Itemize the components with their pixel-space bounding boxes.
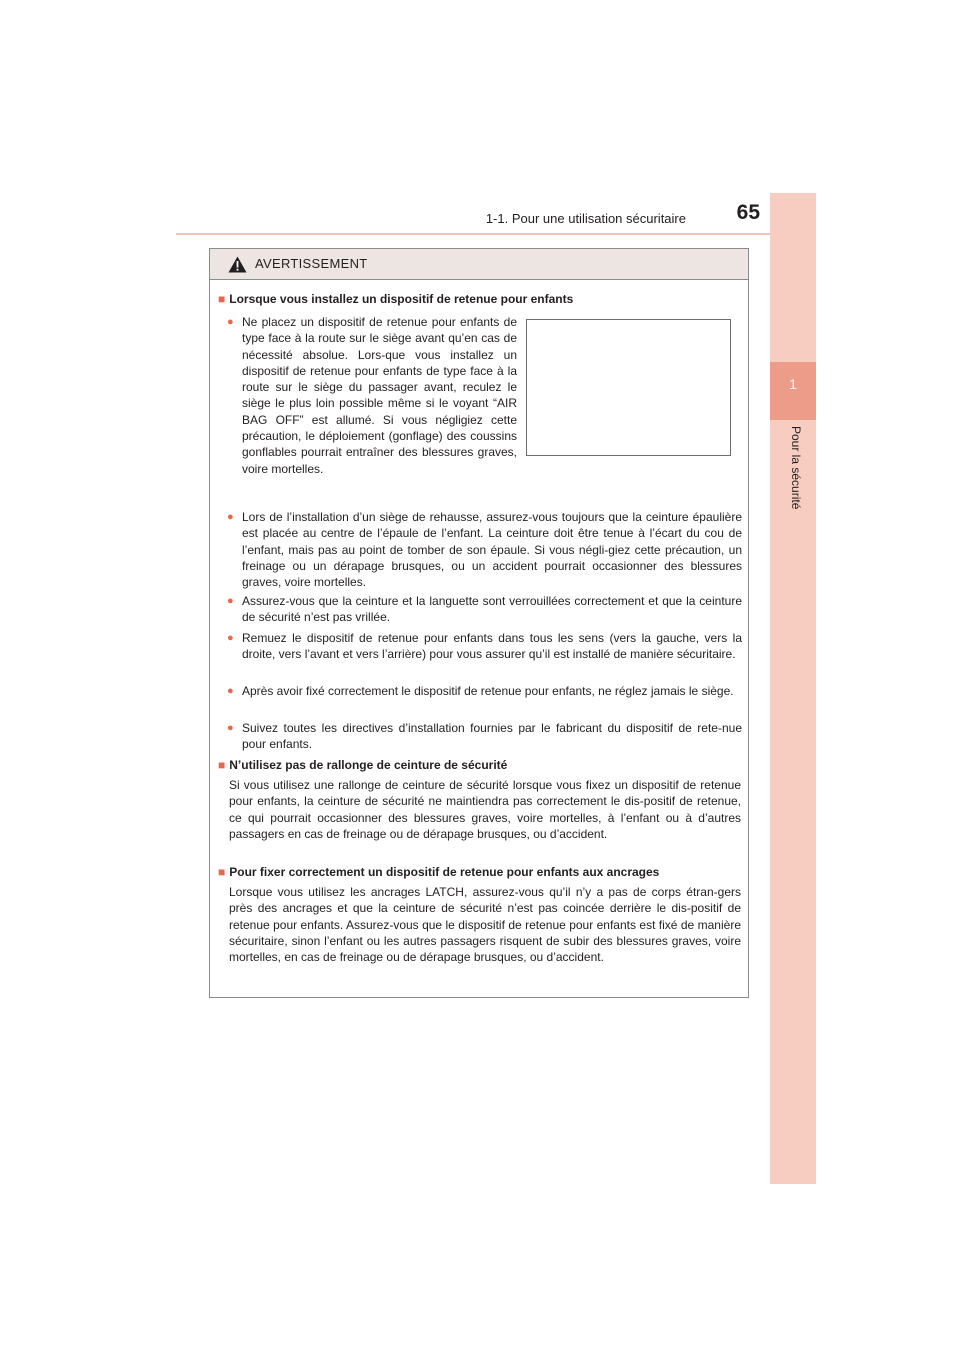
round-bullet-icon: ●: [227, 722, 234, 734]
round-bullet-icon: ●: [227, 632, 234, 644]
list-item: ● Lors de l’installation d’un siège de rehausse, assurez-vous toujours que la ceinture épaulière est placée au centre de l’épaule de l’enfant. La ceinture doit être tenue à l’écart du cou de l’enfant, mais pas au point de tomber de son épaule. Si vous négli-giez cette précaution, un freinage ou un dérapage brusques, ou un accident pourrait occasionner des blessures graves, voire mortelles.: [227, 510, 742, 590]
round-bullet-icon: ●: [227, 511, 234, 523]
section-heading: ■ N’utilisez pas de rallonge de ceinture de sécurité: [218, 758, 508, 772]
chapter-number: 1: [789, 376, 797, 392]
list-item: ● Remuez le dispositif de retenue pour enfants dans tous les sens (vers la gauche, vers la droite, vers l’avant et vers l’arrière) pour vous assurer qu’il est installé de manière sécuritaire.: [227, 631, 742, 662]
round-bullet-icon: ●: [227, 685, 234, 697]
section-title: 1-1. Pour une utilisation sécuritaire: [485, 211, 686, 226]
header-rule: [176, 233, 814, 235]
chapter-label-wrap: [770, 426, 816, 576]
square-bullet-icon: ■: [218, 758, 226, 772]
section-heading: ■ Lorsque vous installez un dispositif de retenue pour enfants: [218, 292, 574, 306]
illustration-placeholder: [526, 319, 731, 456]
round-bullet-icon: ●: [227, 595, 234, 607]
page-number: 65: [736, 201, 760, 224]
round-bullet-icon: ●: [227, 316, 234, 328]
list-item: ● Assurez-vous que la ceinture et la languette sont verrouillées correctement et que la ceinture de sécurité n’est pas vrillée.: [227, 594, 742, 625]
chapter-label: Pour la sécurité: [789, 426, 803, 510]
square-bullet-icon: ■: [218, 292, 226, 306]
list-item: ● Suivez toutes les directives d’installation fournies par le fabricant du dispositif de rete-nue pour enfants.: [227, 721, 742, 752]
warning-header: [210, 249, 748, 280]
section-heading: ■ Pour fixer correctement un dispositif de retenue pour enfants aux ancrages: [218, 865, 660, 879]
section-paragraph: Si vous utilisez une rallonge de ceinture de sécurité lorsque vous fixez un dispositif de retenue pour enfants, la ceinture de sécurité ne maintiendra pas correctement le dis-positif de retenue, ce qui pourrait occasionner des blessures graves, voire mortelles, à l’enfant ou à d’autres passagers en cas de freinage ou de dérapage brusques, ou d’accident.: [229, 778, 741, 841]
warning-title: AVERTISSEMENT: [255, 256, 368, 271]
warning-box: [209, 248, 749, 998]
warning-triangle-icon: [228, 256, 247, 273]
list-item: ● Après avoir fixé correctement le dispositif de retenue pour enfants, ne réglez jamais le siège.: [227, 684, 734, 698]
section-paragraph: Lorsque vous utilisez les ancrages LATCH, assurez-vous qu’il n’y a pas de corps étran-gers près des ancrages et que la ceinture de sécurité n’est pas coincée derrière le dis-positif de retenue pour enfants. Assurez-vous que le dispositif de retenue pour enfants est fixé de manière sécuritaire, sinon l’enfant ou les autres passagers risquent de subir des blessures graves, voire mortelles, en cas de freinage ou de dérapage brusques, ou d’accident.: [229, 885, 741, 965]
chapter-side-strip: [770, 193, 816, 1184]
square-bullet-icon: ■: [218, 865, 226, 879]
list-item: ● Ne placez un dispositif de retenue pour enfants de type face à la route sur le siège avant qu’en cas de nécessité absolue. Lors-que vous installez un dispositif de retenue pour enfants de type face à la route sur le siège du passager avant, reculez le siège le plus loin possible même si le voyant “AIR BAG OFF” est allumé. Si vous négligiez cette précaution, le déploiement (gonflage) des coussins gonflables pourrait entraîner des blessures graves, voire mortelles.: [227, 315, 517, 476]
